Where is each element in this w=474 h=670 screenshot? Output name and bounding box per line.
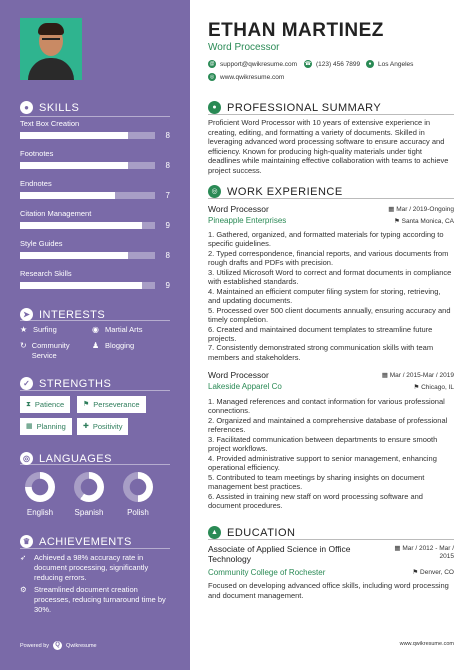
education-text: Focused on developing advanced office skills, including word processing and document management. bbox=[208, 581, 449, 600]
job-title: Word Processor bbox=[208, 370, 269, 380]
skill-item bbox=[20, 119, 170, 140]
globe-icon: ◎ bbox=[209, 74, 215, 80]
education-location: ⚑ Denver, CO bbox=[412, 569, 454, 576]
profile-photo bbox=[20, 18, 82, 80]
refresh-icon: ↻ bbox=[20, 341, 27, 350]
job-location: ⚑ Chicago, IL bbox=[413, 384, 454, 391]
plus-icon: ✚ bbox=[83, 423, 89, 430]
education-heading: ▲ EDUCATION bbox=[208, 526, 295, 539]
job-role: Word Processor bbox=[208, 42, 280, 53]
skill-bar-fill bbox=[20, 192, 115, 199]
walk-icon: ⚑ bbox=[83, 401, 90, 408]
paper-plane-icon: ➤ bbox=[20, 308, 33, 321]
language-level-ring bbox=[25, 472, 55, 502]
skill-item bbox=[20, 209, 170, 230]
location-pin-icon: ● bbox=[366, 60, 374, 68]
job-company: Pineapple Enterprises bbox=[208, 216, 287, 225]
language-item: Polish bbox=[118, 472, 158, 517]
divider bbox=[20, 464, 170, 465]
interests-heading: ➤ INTERESTS bbox=[20, 308, 105, 321]
job-bullet: 4. Provided administrative support to senior management, enhancing operational efficiency. bbox=[208, 453, 437, 472]
gear-icon: ⚙ bbox=[20, 585, 27, 594]
phone-icon: ☎ bbox=[304, 61, 312, 67]
job-bullet: 5. Processed over 500 client documents annually, ensuring accuracy and timely completion. bbox=[208, 305, 451, 324]
contact-website: ◎ www.qwikresume.com bbox=[209, 73, 285, 81]
sidebar bbox=[0, 0, 190, 670]
job-bullet: 2. Typed correspondence, financial reports, and various documents from rough drafts and PDFs with precision. bbox=[208, 248, 449, 268]
graduation-cap-icon: ▲ bbox=[208, 526, 221, 539]
email-icon: @ bbox=[209, 61, 215, 67]
globe-icon: ◉ bbox=[92, 325, 99, 334]
job-bullet: 1. Gathered, organized, and formatted materials for typing according to specific guidelines. bbox=[208, 230, 444, 249]
achievements-heading: ♛ ACHIEVEMENTS bbox=[20, 535, 132, 548]
skill-label: Citation Management bbox=[20, 209, 92, 218]
skill-value: 9 bbox=[165, 221, 170, 230]
footer-website: www.qwikresume.com bbox=[399, 641, 454, 647]
skill-item bbox=[20, 149, 170, 170]
skill-bar bbox=[20, 252, 155, 259]
globe-icon: ◎ bbox=[208, 185, 221, 198]
interest-item: ◉ Martial Arts bbox=[92, 325, 143, 334]
skill-item bbox=[20, 269, 170, 290]
job-dates: ▦ Mar / 2019-Ongoing bbox=[388, 206, 454, 213]
achievement-item: ⚙ Streamlined document creation processes, reducing turnaround time by 30%. bbox=[20, 585, 166, 614]
calendar-icon: ▦ bbox=[26, 423, 33, 430]
skill-value: 7 bbox=[165, 191, 170, 200]
skill-item bbox=[20, 179, 170, 200]
divider bbox=[20, 548, 170, 549]
skill-value: 8 bbox=[165, 131, 170, 140]
languages-heading: ◎ LANGUAGES bbox=[20, 452, 112, 465]
powered-by: Powered by Q Qwikresume bbox=[20, 642, 97, 649]
location-pin-icon: ⚑ bbox=[412, 569, 421, 576]
location-pin-icon: ⚑ bbox=[413, 384, 422, 391]
job-bullet: 6. Assisted in training new staff on word processing software and document procedures. bbox=[208, 491, 423, 510]
trophy-icon: ♛ bbox=[20, 535, 33, 548]
job-bullets bbox=[208, 397, 454, 510]
job-company: Lakeside Apparel Co bbox=[208, 382, 282, 391]
achievement-item: ➶ Achieved a 98% accuracy rate in document processing, significantly reducing errors. bbox=[20, 553, 149, 582]
divider bbox=[208, 114, 454, 115]
skill-bar bbox=[20, 132, 155, 139]
hourglass-icon: ⧗ bbox=[26, 401, 31, 408]
skill-bar-fill bbox=[20, 162, 128, 169]
strength-badge: ✚ Positivity bbox=[77, 418, 128, 435]
location-pin-icon: ⚑ bbox=[393, 218, 402, 225]
job-bullet: 2. Organized and maintained a comprehensive database of professional references. bbox=[208, 415, 448, 435]
language-item: English bbox=[20, 472, 60, 517]
skill-bar-fill bbox=[20, 132, 128, 139]
job-bullet: 7. Consistently demonstrated strong communication skills with team members and stakeholders. bbox=[208, 343, 434, 362]
summary-heading: ● PROFESSIONAL SUMMARY bbox=[208, 101, 381, 114]
checkmark-icon: ✓ bbox=[20, 377, 33, 390]
skill-label: Text Box Creation bbox=[20, 119, 80, 128]
job-bullet: 1. Managed references and contact information for various professional connections. bbox=[208, 397, 445, 416]
user-icon: ● bbox=[208, 101, 221, 114]
skill-bar-fill bbox=[20, 252, 128, 259]
skill-value: 8 bbox=[165, 161, 170, 170]
calendar-icon: ▦ bbox=[381, 372, 390, 379]
strength-badge: ▦ Planning bbox=[20, 418, 72, 435]
divider bbox=[208, 539, 454, 540]
job-title: Word Processor bbox=[208, 204, 269, 214]
divider bbox=[20, 320, 170, 321]
users-icon: ♟ bbox=[92, 341, 100, 350]
job-dates: ▦ Mar / 2015-Mar / 2019 bbox=[381, 372, 454, 379]
language-level-ring bbox=[74, 472, 104, 502]
skill-value: 9 bbox=[165, 281, 170, 290]
job-bullet: 4. Maintained an efficient computer filing system for storing, retrieving, and updating documents. bbox=[208, 286, 441, 305]
degree-title: Associate of Applied Science in Office Technology bbox=[208, 544, 351, 564]
skills-heading: ● SKILLS bbox=[20, 101, 79, 114]
divider bbox=[208, 198, 454, 199]
skill-label: Research Skills bbox=[20, 269, 72, 278]
interest-item: ♟ Blogging bbox=[92, 341, 135, 350]
skill-value: 8 bbox=[165, 251, 170, 260]
calendar-icon: ▦ bbox=[394, 545, 403, 552]
skill-label: Footnotes bbox=[20, 149, 54, 158]
divider bbox=[20, 116, 170, 117]
rocket-icon: ➶ bbox=[20, 553, 27, 562]
lightbulb-icon: ● bbox=[20, 101, 33, 114]
job-bullet: 5. Contributed to team meetings by sharing insights on document management best practices. bbox=[208, 472, 425, 491]
interest-item: ↻ Community Service bbox=[20, 341, 70, 360]
strengths-heading: ✓ STRENGTHS bbox=[20, 377, 111, 390]
interest-item: ★ Surfing bbox=[20, 325, 57, 334]
divider bbox=[20, 390, 170, 391]
experience-heading: ◎ WORK EXPERIENCE bbox=[208, 185, 343, 198]
candidate-name: ETHAN MARTINEZ bbox=[208, 20, 384, 41]
skill-label: Style Guides bbox=[20, 239, 63, 248]
job-bullets bbox=[208, 230, 454, 362]
language-item: Spanish bbox=[69, 472, 109, 517]
strength-badge: ⧗ Patience bbox=[20, 396, 70, 413]
skill-bar-fill bbox=[20, 282, 142, 289]
job-location: ⚑ Santa Monica, CA bbox=[393, 218, 454, 225]
skill-bar bbox=[20, 162, 155, 169]
star-icon: ★ bbox=[20, 325, 28, 334]
education-dates: ▦ Mar / 2012 - Mar / 2015 bbox=[394, 545, 454, 560]
summary-text: Proficient Word Processor with 10 years of extensive experience in creating, editing, and formatting a variety of documents. Skilled in leveraging advanced word processing software to ensure accuracy and efficiency. Known for producing high-quality materials under tight deadlines while maintaining effective collaboration with teams to achieve project success. bbox=[208, 118, 449, 175]
job-bullet: 6. Created and maintained document templates to streamline future projects. bbox=[208, 324, 433, 343]
skill-bar bbox=[20, 282, 155, 289]
contact-location: ● Los Angeles bbox=[366, 60, 413, 68]
skill-item bbox=[20, 239, 170, 260]
job-bullet: 3. Utilized Microsoft Word to correct and format documents in compliance with established standards. bbox=[208, 267, 452, 287]
strength-badge: ⚑ Perseverance bbox=[77, 396, 146, 413]
skill-bar-fill bbox=[20, 222, 142, 229]
qwikresume-logo-icon: Q bbox=[53, 641, 62, 650]
globe-icon: ◎ bbox=[20, 452, 33, 465]
skill-bar bbox=[20, 222, 155, 229]
school-name: Community College of Rochester bbox=[208, 568, 326, 577]
contact-phone: ☎ (123) 456 7899 bbox=[304, 60, 361, 68]
skill-label: Endnotes bbox=[20, 179, 52, 188]
skill-bar bbox=[20, 192, 155, 199]
calendar-icon: ▦ bbox=[388, 206, 397, 213]
job-bullet: 3. Facilitated communication between departments to ensure smooth project workflows. bbox=[208, 434, 438, 454]
contact-email: @ support@qwikresume.com bbox=[209, 60, 298, 68]
language-level-ring bbox=[123, 472, 153, 502]
